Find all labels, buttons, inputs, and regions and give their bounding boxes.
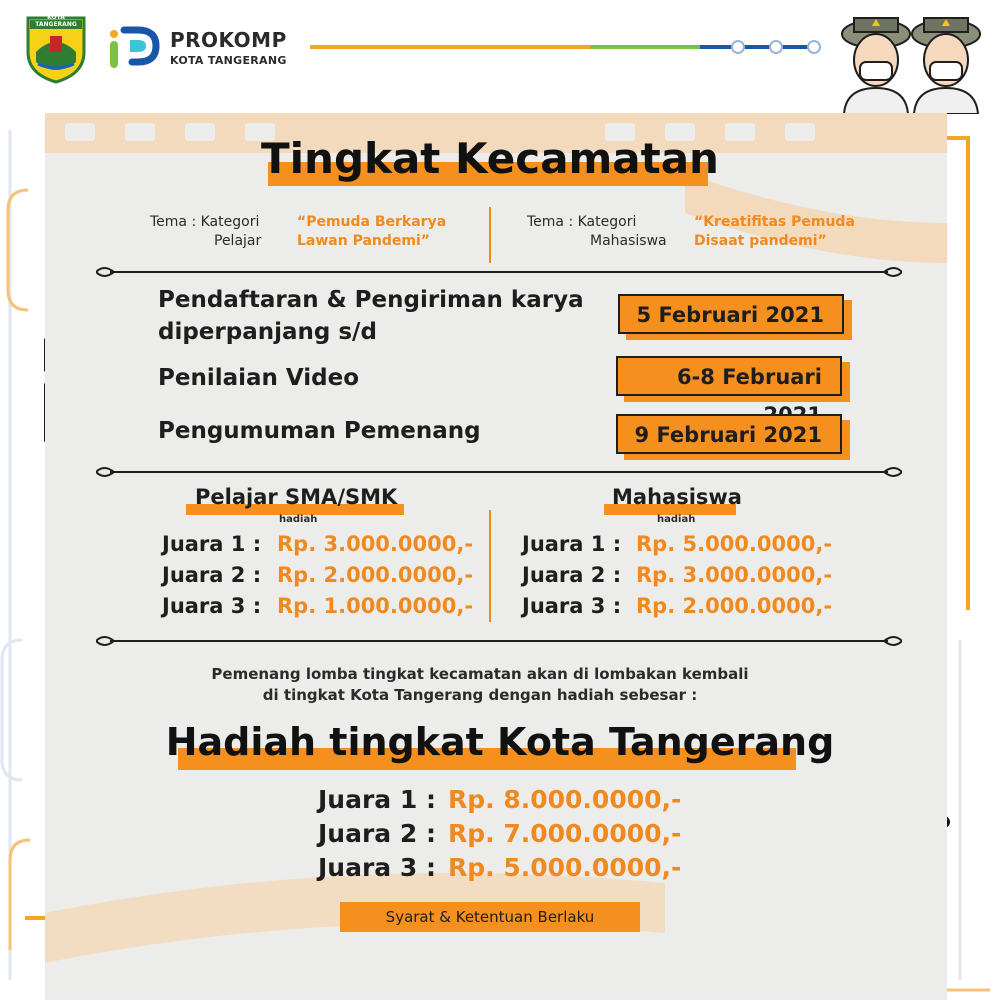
tema-left-quote: “Pemuda Berkarya Lawan Pandemi” xyxy=(297,214,447,249)
pelajar-title: Pelajar SMA/SMK xyxy=(195,485,398,509)
city-level-note: Pemenang lomba tingkat kecamatan akan di lombakan kembali di tingkat Kota Tangerang dengan hadiah sebesar : xyxy=(211,665,749,704)
pelajar-prize-value: Rp. 1.000.0000,- xyxy=(277,594,474,618)
pelajar-prize-label: Juara 1 : xyxy=(162,532,262,556)
pelajar-hadiah-label: hadiah xyxy=(279,514,318,525)
city-prize-value: Rp. 7.000.0000,- xyxy=(448,819,682,848)
pelajar-prize-value: Rp. 2.000.0000,- xyxy=(277,563,474,587)
pelajar-prize-label: Juara 2 : xyxy=(162,563,262,587)
date-registration: 5 Februari 2021 xyxy=(618,294,844,334)
mahasiswa-prize-value: Rp. 5.000.0000,- xyxy=(636,532,833,556)
prokomp-logo xyxy=(108,26,160,70)
brand-subtitle: KOTA TANGERANG xyxy=(170,54,287,67)
city-prize-value: Rp. 8.000.0000,- xyxy=(448,785,682,814)
city-prize-label: Juara 2 : xyxy=(318,819,436,848)
tema-right-quote: “Kreatifitas Pemuda Disaat pandemi” xyxy=(694,214,855,249)
mahasiswa-prize-label: Juara 3 : xyxy=(522,594,622,618)
city-prize-label: Juara 3 : xyxy=(318,853,436,882)
header-progress-line xyxy=(310,40,830,54)
schedule-item-announcement: Pengumuman Pemenang xyxy=(158,418,481,444)
divider-line-1 xyxy=(96,262,902,282)
tema-right-label: Tema : Kategori Mahasiswa xyxy=(527,214,667,249)
divider-line-3 xyxy=(96,631,902,651)
mahasiswa-hadiah-label: hadiah xyxy=(657,514,696,525)
pelajar-prize-value: Rp. 3.000.0000,- xyxy=(277,532,474,556)
emblem-label: KOTA TANGERANG xyxy=(35,14,77,28)
date-judging: 6-8 Februari xyxy=(616,356,842,396)
mahasiswa-prize-value: Rp. 3.000.0000,- xyxy=(636,563,833,587)
brand-title: PROKOMP xyxy=(170,28,287,52)
page-title: Tingkat Kecamatan xyxy=(261,134,719,183)
tema-divider xyxy=(489,207,491,263)
city-prize-title: Hadiah tingkat Kota Tangerang xyxy=(165,720,835,764)
mahasiswa-prize-label: Juara 2 : xyxy=(522,563,622,587)
date-announcement: 9 Februari 2021 xyxy=(616,414,842,454)
schedule-item-registration: Pendaftaran & Pengiriman karya diperpanjang s/d xyxy=(158,287,584,345)
city-prize-label: Juara 1 : xyxy=(318,785,436,814)
prize-divider xyxy=(489,510,491,622)
mahasiswa-prize-value: Rp. 2.000.0000,- xyxy=(636,594,833,618)
mahasiswa-title: Mahasiswa xyxy=(612,485,742,509)
officials-illustration xyxy=(836,4,986,114)
city-prize-value: Rp. 5.000.0000,- xyxy=(448,853,682,882)
pelajar-prize-label: Juara 3 : xyxy=(162,594,262,618)
tema-left-label: Tema : Kategori Pelajar xyxy=(150,214,262,249)
schedule-item-judging: Penilaian Video xyxy=(158,365,360,391)
mahasiswa-prize-label: Juara 1 : xyxy=(522,532,622,556)
divider-line-2 xyxy=(96,462,902,482)
terms-badge: Syarat & Ketentuan Berlaku xyxy=(340,902,640,932)
